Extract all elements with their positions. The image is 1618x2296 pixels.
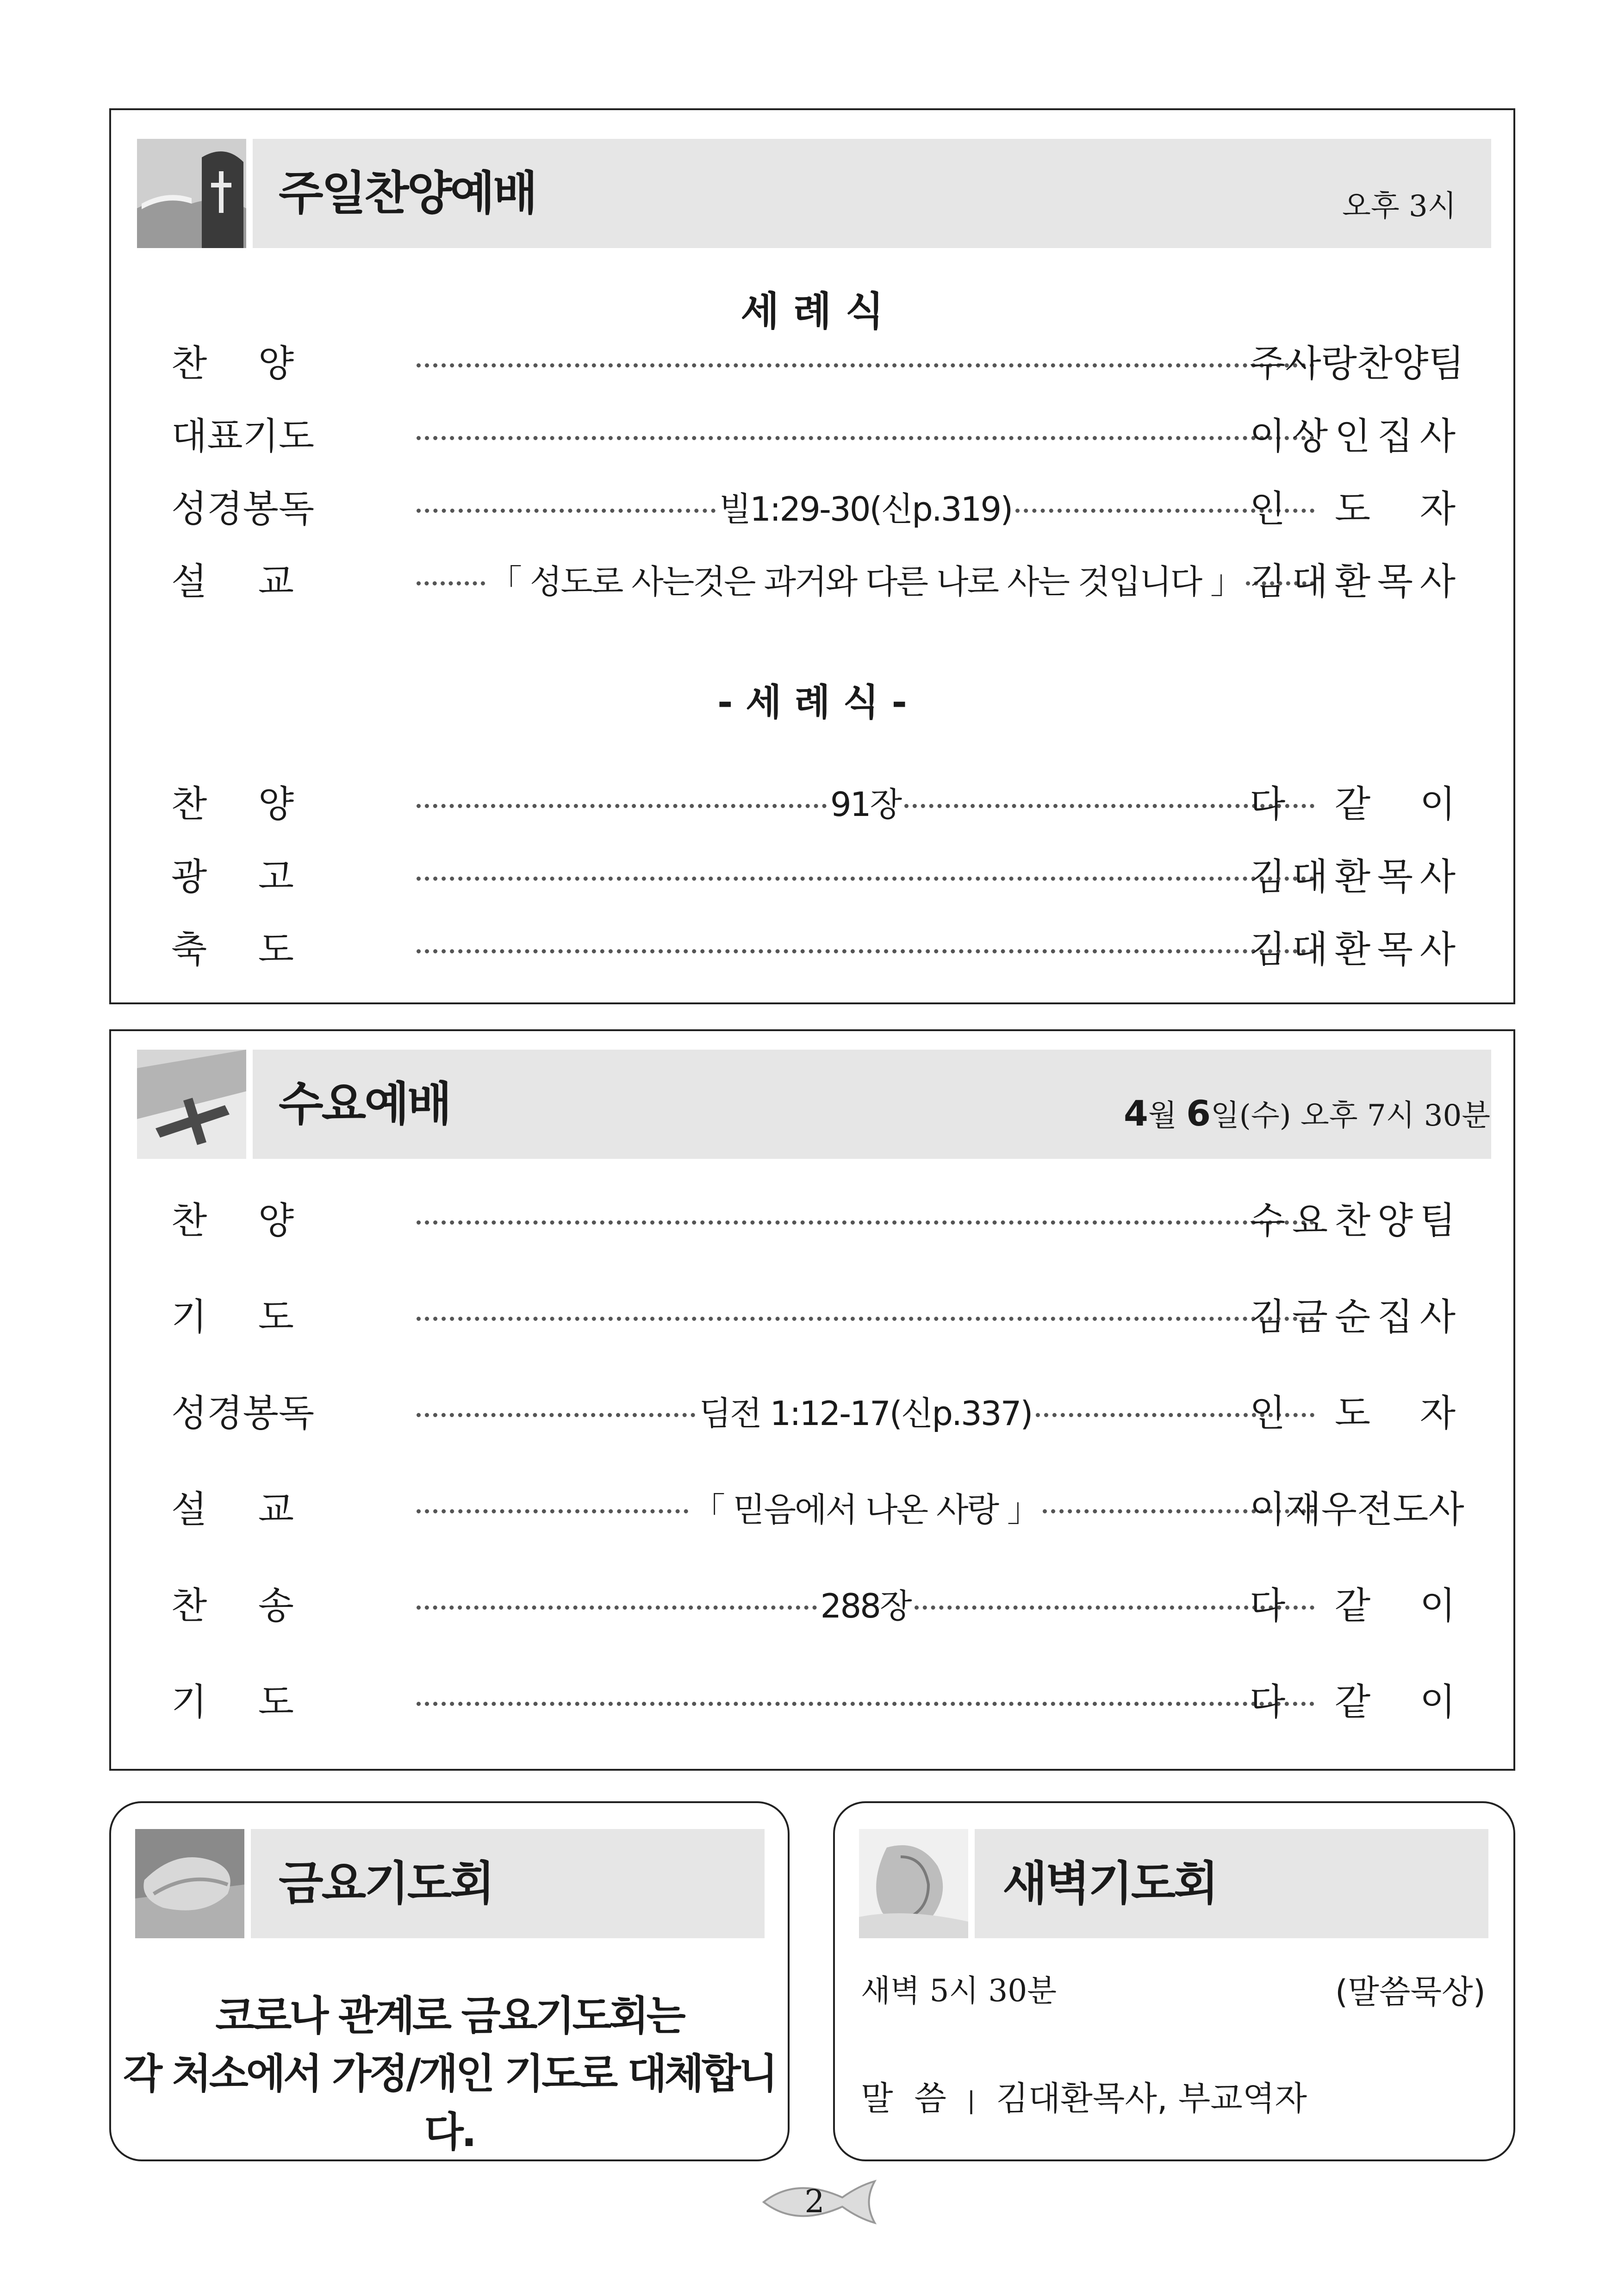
order-detail: 「 믿음에서 나온 사랑 」 [692,1490,1039,1529]
label-char: 기 [171,1680,207,1724]
person-char: 자 [1419,487,1456,530]
sunday-service-box [109,108,1515,1004]
wednesday-order-list [111,1193,1513,1762]
label-char: 고 [258,855,294,898]
order-person [1250,849,1456,905]
order-row [111,1289,1513,1345]
person-char: 사 [1419,928,1456,971]
person-char: 재 [1285,1488,1321,1531]
person-char: 이 [1250,415,1286,458]
label-char: 찬 [171,1584,207,1627]
person-char: 목 [1377,928,1413,971]
order-label [171,1289,294,1345]
page-number: 2 [804,2184,825,2220]
order-person [1250,336,1464,392]
word-label: 말 씀 [861,2079,946,2118]
dot-leader [417,1386,1314,1441]
label-char: 표 [207,415,243,458]
label-char: 성 [171,487,207,530]
label-char: 교 [258,560,294,603]
label-char: 도 [258,928,294,971]
order-person [1250,1578,1456,1634]
section-heading: 세 례 식 [741,288,884,335]
label-char: 경 [207,487,243,530]
label-char: 찬 [171,783,207,826]
order-row [111,922,1513,977]
person-char: 사 [1428,1488,1464,1531]
label-char: 도 [258,1680,294,1724]
sunday-order-list-b [111,777,1513,999]
order-person [1250,922,1456,977]
person-char: 팀 [1419,1199,1456,1242]
person-char: 환 [1334,560,1371,603]
order-label [171,1386,315,1441]
praying-hands-photo-icon [135,1829,244,1938]
person-char: 전 [1357,1488,1393,1531]
date-rest: 일(수) 오후 7시 30분 [1210,1099,1491,1133]
person-char: 같 [1334,1680,1371,1724]
dot-leader [417,1674,1314,1730]
dawn-word-row [861,2072,1307,2120]
label-char: 축 [171,928,207,971]
friday-notice-line1: 코로나 관계로 금요기도회는 [215,1992,684,2040]
order-label [171,409,315,464]
label-char: 찬 [171,342,207,385]
order-person [1250,1482,1464,1537]
person-char: 수 [1250,1199,1286,1242]
dot-leader [417,336,1314,392]
friday-notice-line2: 각 처소에서 가정/개인 기도로 대체합니다. [123,2050,776,2156]
label-char: 양 [258,783,294,826]
dot-leader [417,554,1314,610]
person-char: 같 [1334,783,1371,826]
order-row [111,336,1513,392]
dot-leader [417,409,1314,464]
person-char: 양 [1377,1199,1413,1242]
dawn-note: (말씀묵상) [1335,1973,1486,2011]
order-row [111,554,1513,610]
order-detail: 딤전 1:12-17(신p.337) [699,1394,1032,1433]
order-row [111,481,1513,537]
label-char: 경 [207,1392,243,1435]
person-char: 자 [1419,1392,1456,1435]
person-char: 김 [1250,928,1286,971]
person-char: 사 [1419,415,1456,458]
order-label [171,849,294,905]
order-label [171,1482,294,1537]
person-char: 찬 [1357,342,1393,385]
person-char: 사 [1419,1295,1456,1338]
dawn-title: 새벽기도회 [1002,1856,1217,1910]
person-char: 사 [1419,855,1456,898]
order-label [171,1674,294,1730]
dot-leader [417,1289,1314,1345]
order-person [1250,1386,1456,1441]
person-char: 사 [1285,342,1321,385]
bible-cross-photo-icon [137,139,246,248]
page-number-fish-emblem [759,2179,879,2225]
person-char: 금 [1292,1295,1328,1338]
section-subheading: - 세 례 식 - [717,681,907,724]
person-char: 도 [1334,1392,1371,1435]
label-char: 설 [171,560,207,603]
order-detail: 91장 [830,785,901,824]
person-char: 이 [1419,1680,1456,1724]
person-char: 도 [1393,1488,1429,1531]
label-char: 독 [278,487,315,530]
person-char: 찬 [1334,1199,1371,1242]
person-char: 김 [1250,1295,1286,1338]
dot-leader [417,777,1314,832]
wednesday-service-box [109,1029,1515,1771]
order-row [111,409,1513,464]
dawn-prayer-box [833,1801,1515,2161]
person-char: 김 [1250,560,1286,603]
person-char: 상 [1292,415,1328,458]
person-char: 김 [1250,855,1286,898]
dot-leader [417,849,1314,905]
order-person [1250,1193,1456,1249]
order-row [111,1578,1513,1634]
person-char: 양 [1393,342,1429,385]
word-preacher: 김대환목사, 부교역자 [996,2079,1307,2118]
label-char: 도 [258,1295,294,1338]
person-char: 우 [1321,1488,1357,1531]
person-char: 대 [1292,560,1328,603]
label-char: 기 [243,415,279,458]
friday-prayer-box [109,1801,790,2161]
order-row [111,1482,1513,1537]
sunday-time: 오후 3시 [1342,189,1456,224]
order-label [171,777,294,832]
order-row [111,1386,1513,1441]
dawn-time: 새벽 5시 30분 [861,1973,1057,2009]
person-char: 대 [1292,855,1328,898]
label-char: 독 [278,1392,315,1435]
label-char: 설 [171,1488,207,1531]
order-person [1250,554,1456,610]
order-label [171,481,315,537]
label-char: 양 [258,342,294,385]
order-label [171,1578,294,1634]
order-label [171,554,294,610]
order-row [111,777,1513,832]
label-char: 대 [171,415,207,458]
label-char: 광 [171,855,207,898]
label-char: 성 [171,1392,207,1435]
person-char: 이 [1250,1488,1286,1531]
person-char: 랑 [1321,342,1357,385]
person-char: 인 [1334,415,1371,458]
word-separator: | [967,2087,976,2115]
order-person [1250,777,1456,832]
cross-on-bible-photo-icon [137,1050,246,1159]
order-detail: 빌1:29-30(신p.319) [719,490,1012,529]
order-row [111,1674,1513,1730]
order-person [1250,409,1456,464]
sunday-order-list-a [111,336,1513,632]
label-char: 송 [258,1584,294,1627]
person-char: 사 [1419,560,1456,603]
dot-leader [417,922,1314,977]
person-char: 환 [1334,855,1371,898]
label-char: 양 [258,1199,294,1242]
person-char: 대 [1292,928,1328,971]
order-detail: 「 성도로 사는것은 과거와 다른 나로 사는 것입니다 」 [488,562,1243,601]
dot-leader [417,1193,1314,1249]
person-char: 주 [1250,342,1286,385]
person-char: 같 [1334,1584,1371,1627]
order-label [171,336,294,392]
label-char: 교 [258,1488,294,1531]
folded-hands-photo-icon [859,1829,968,1938]
order-person [1250,481,1456,537]
friday-title: 금요기도회 [279,1856,493,1910]
person-char: 목 [1377,560,1413,603]
order-label [171,1193,294,1249]
person-char: 순 [1334,1295,1371,1338]
person-char: 이 [1419,783,1456,826]
order-row [111,849,1513,905]
label-char: 기 [171,1295,207,1338]
person-char: 팀 [1428,342,1464,385]
order-detail: 288장 [820,1587,911,1625]
person-char: 집 [1377,1295,1413,1338]
label-char: 봉 [243,487,279,530]
person-char: 환 [1334,928,1371,971]
person-char: 이 [1419,1584,1456,1627]
person-char: 인 [1250,487,1286,530]
order-row [111,1193,1513,1249]
dot-leader [417,1482,1314,1537]
wednesday-datetime [1124,1093,1491,1134]
person-char: 다 [1250,783,1286,826]
dot-leader [417,1578,1314,1634]
date-month: 4 [1124,1093,1148,1134]
order-person [1250,1289,1456,1345]
label-char: 찬 [171,1199,207,1242]
person-char: 요 [1292,1199,1328,1242]
dot-leader [417,481,1314,537]
person-char: 다 [1250,1584,1286,1627]
order-label [171,922,294,977]
person-char: 도 [1334,487,1371,530]
wednesday-title: 수요예배 [279,1077,450,1131]
page-title: 주일찬양예배 [279,166,536,220]
person-char: 인 [1250,1392,1286,1435]
person-char: 다 [1250,1680,1286,1724]
label-char: 봉 [243,1392,279,1435]
date-month-unit: 월 [1148,1099,1187,1133]
date-day: 6 [1186,1093,1211,1134]
person-char: 집 [1377,415,1413,458]
person-char: 목 [1377,855,1413,898]
order-person [1250,1674,1456,1730]
label-char: 도 [278,415,315,458]
